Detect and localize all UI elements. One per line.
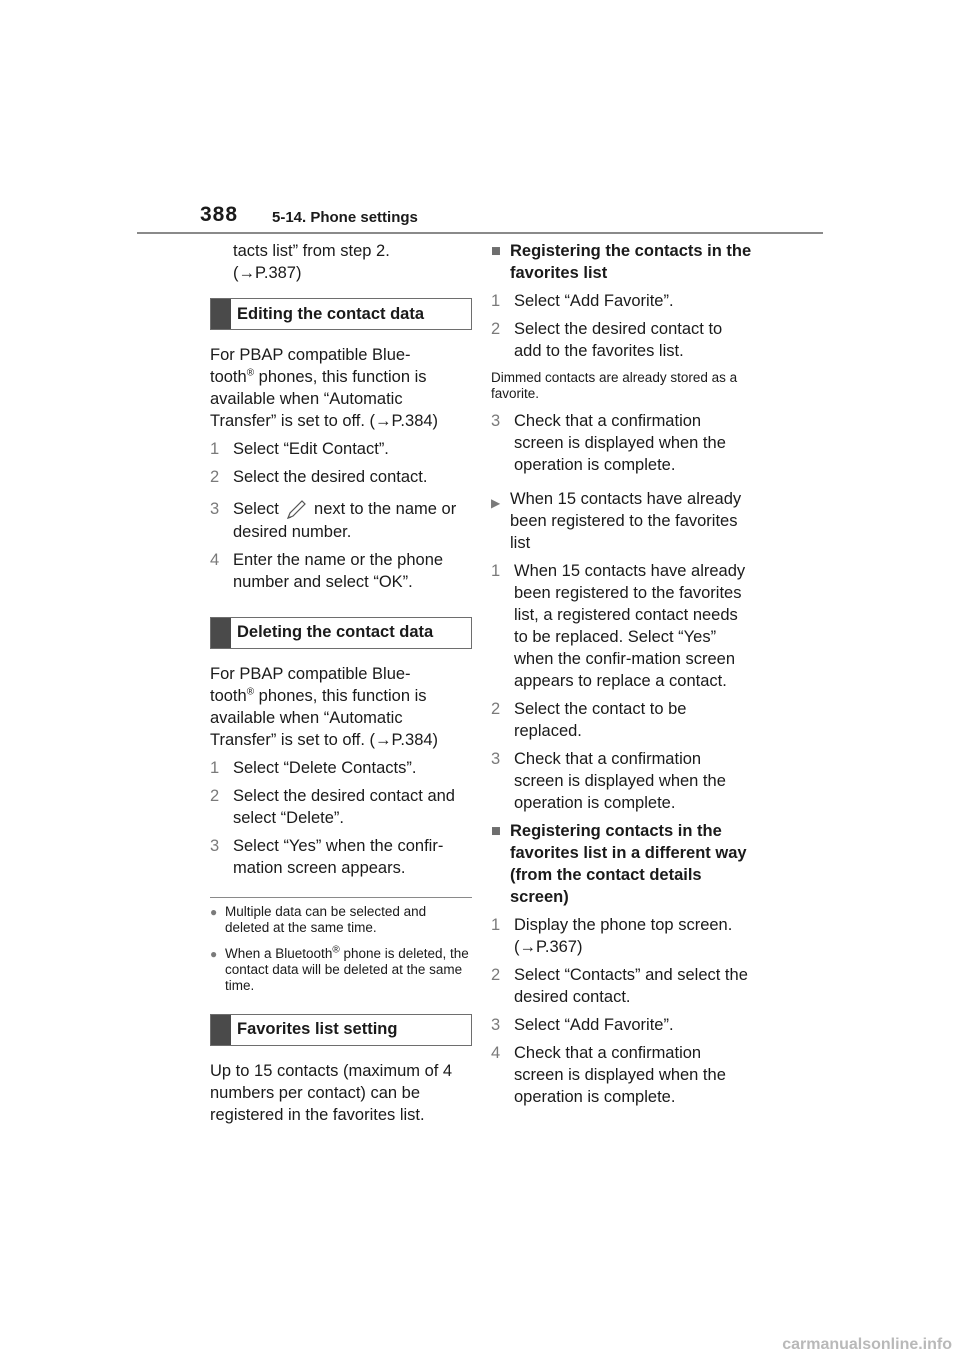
alt-step-2: 2 Select “Contacts” and select the desired contact. xyxy=(491,966,748,1006)
heading-text: Deleting the contact data xyxy=(237,623,434,642)
editing-intro: For PBAP compatible Blue- tooth® phones, this function is available when “Automatic Transfer” is set to off. (→P.384) xyxy=(210,346,439,430)
editing-heading xyxy=(210,298,472,330)
delete-step-1: 1 Select “Delete Contacts”. xyxy=(210,758,417,777)
heading-bar-mark xyxy=(211,299,231,329)
triangle-bullet-icon: ▶ xyxy=(491,496,501,510)
section-title: 5-14. Phone settings xyxy=(272,209,418,226)
favorites-body: Up to 15 contacts (maximum of 4 numbers per contact) can be registered in the favorites list. xyxy=(210,1061,453,1124)
bullet-icon: ● xyxy=(210,904,218,919)
favorites-heading xyxy=(210,1014,472,1046)
alt-step-4: 4 Check that a confirmation screen is displayed when the operation is complete. xyxy=(491,1044,726,1106)
left-column xyxy=(210,240,472,1126)
replace-step-2: 2 Select the contact to be replaced. xyxy=(491,700,687,740)
bullet-icon: ● xyxy=(210,946,218,961)
header-rule xyxy=(137,232,823,234)
heading-text: Editing the contact data xyxy=(237,304,425,323)
pencil-icon xyxy=(283,499,309,521)
alt-step-3: 3 Select “Add Favorite”. xyxy=(491,1016,674,1034)
edit-step-1: 1 Select “Edit Contact”. xyxy=(210,440,389,458)
watermark: carmanualsonline.info xyxy=(782,1336,952,1353)
continued-text: tacts list” from step 2. (→P.387) xyxy=(233,242,390,282)
note-2: ● When a Bluetooth® phone is deleted, the contact data will be deleted at the same time. xyxy=(210,944,469,993)
edit-step-3: 3 Select next to the name or desired number. xyxy=(210,500,457,541)
reg-step-2: 2 Select the desired contact to add to the favorites list. xyxy=(491,320,723,360)
note-1: ● Multiple data can be selected and deleted at the same time. xyxy=(210,903,427,935)
replace-step-3: 3 Check that a confirmation screen is displayed when the operation is complete. xyxy=(491,750,726,812)
notes-rule xyxy=(210,897,472,898)
square-bullet-icon: ■ xyxy=(491,242,501,260)
edit-step-4: 4 Enter the name or the phone number and select “OK”. xyxy=(210,550,444,591)
fifteen-contacts-case: ▶ When 15 contacts have already been registered to the favorites list xyxy=(491,490,742,552)
delete-step-3: 3 Select “Yes” when the confir-mation screen appears. xyxy=(210,836,444,877)
right-column xyxy=(491,240,753,1108)
heading-bar-mark xyxy=(211,618,231,648)
delete-step-2: 2 Select the desired contact and select “Delete”. xyxy=(210,786,455,827)
page-number: 388 xyxy=(200,203,239,226)
different-way-heading: ■ Registering contacts in the favorites list in a different way (from the contact details screen) xyxy=(491,822,747,906)
alt-step-1: 1 Display the phone top screen. (→P.367) xyxy=(491,916,733,956)
deleting-intro: For PBAP compatible Blue- tooth® phones, this function is available when “Automatic Transfer” is set to off. (→P.384) xyxy=(210,664,439,749)
heading-text: Favorites list setting xyxy=(237,1020,398,1039)
edit-step-2: 2 Select the desired contact. xyxy=(210,468,428,486)
square-bullet-icon: ■ xyxy=(491,822,501,840)
dimmed-note: Dimmed contacts are already stored as a favorite. xyxy=(491,370,738,401)
replace-step-1: 1 When 15 contacts have already been registered to the favorites list, a registered contact needs to be replaced. Select “Yes” when the confir-mation screen appears to replace a contact. xyxy=(491,562,746,690)
heading-bar-mark xyxy=(211,1015,231,1045)
deleting-heading xyxy=(210,617,472,649)
reg-step-1: 1 Select “Add Favorite”. xyxy=(491,292,674,310)
registering-heading: ■ Registering the contacts in the favorites list xyxy=(491,242,752,282)
reg-step-3: 3 Check that a confirmation screen is displayed when the operation is complete. xyxy=(491,412,726,474)
